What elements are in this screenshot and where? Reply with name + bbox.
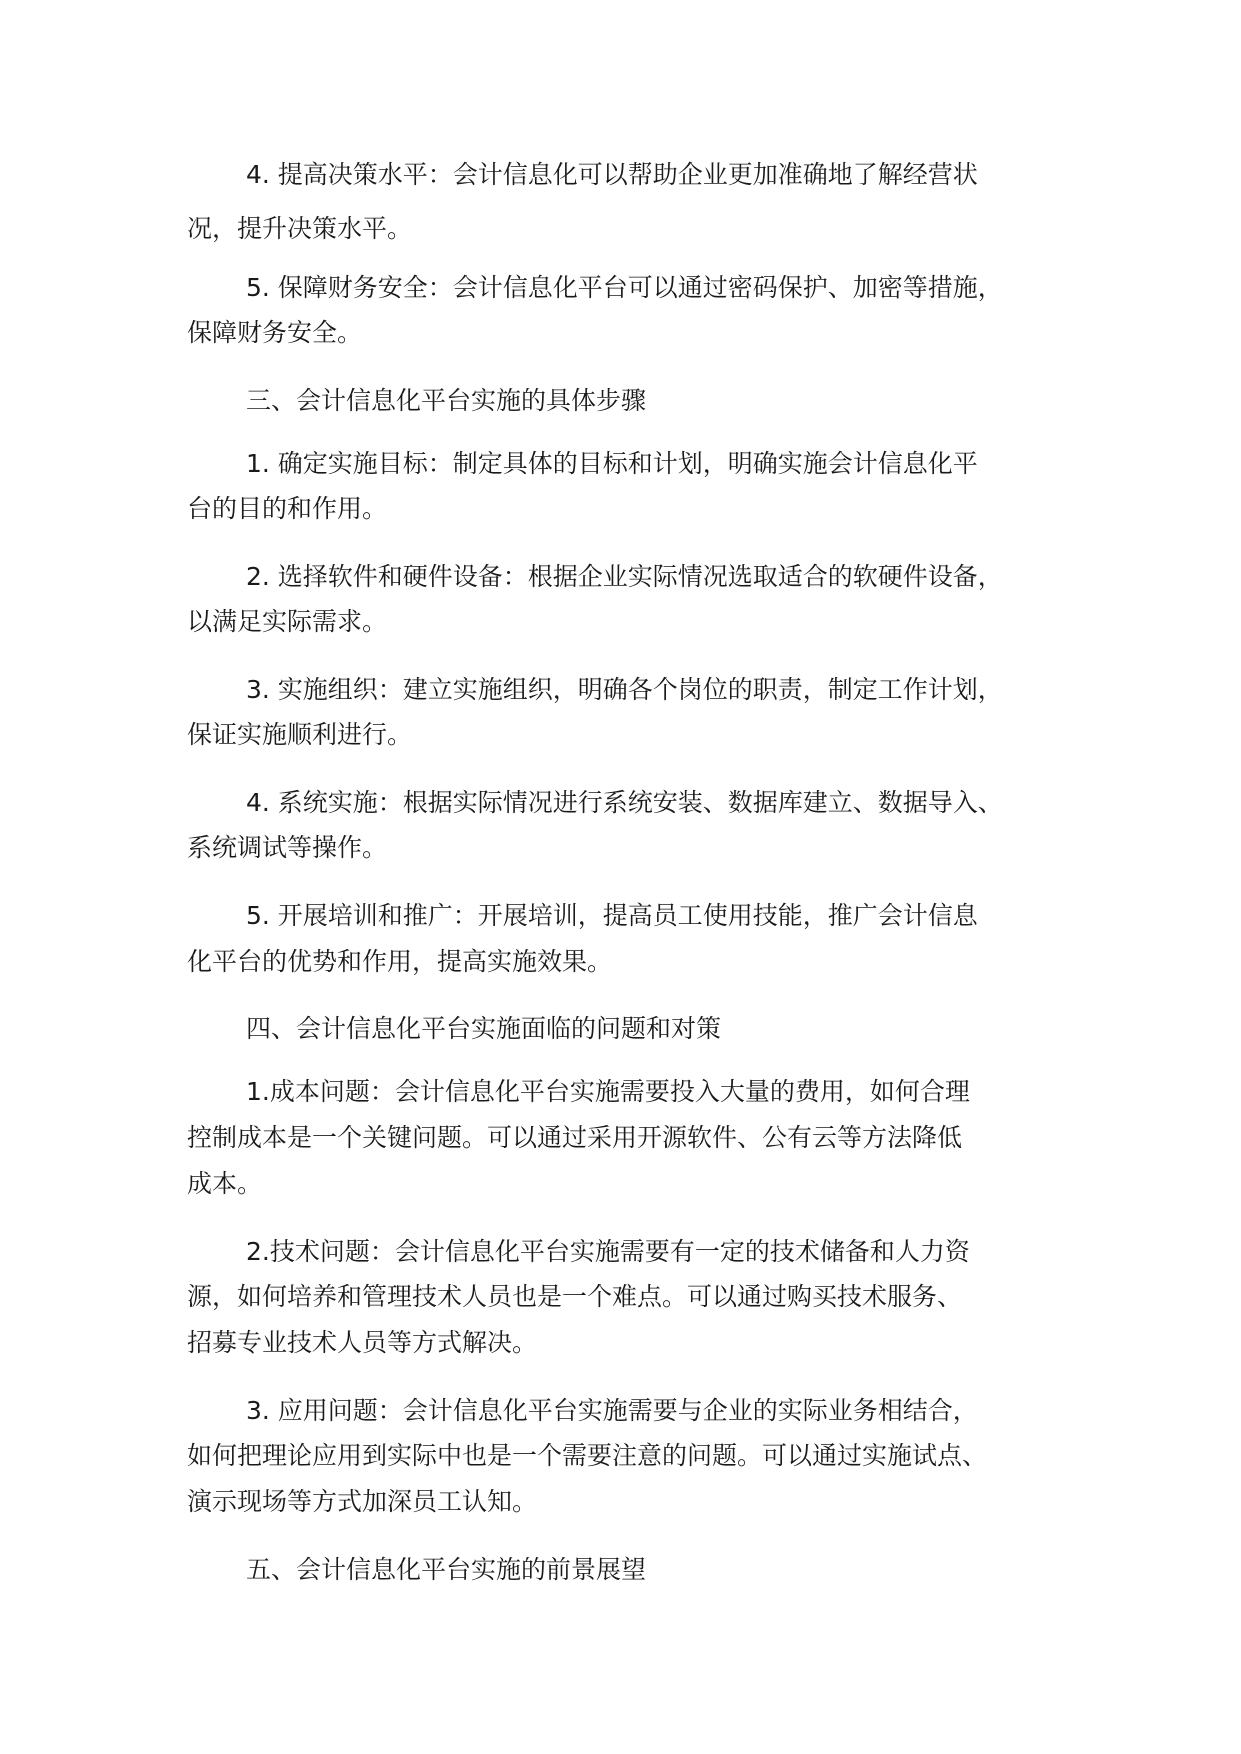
paragraph-line: 1. 确定实施目标：制定具体的目标和计划，明确实施会计信息化平	[246, 449, 978, 478]
paragraph-line: 5. 开展培训和推广：开展培训，提高员工使用技能，推广会计信息	[246, 901, 978, 930]
paragraph-line: 3. 应用问题：会计信息化平台实施需要与企业的实际业务相结合，	[246, 1396, 978, 1425]
paragraph-line: 系统调试等操作。	[187, 833, 388, 862]
paragraph-line: 况，提升决策水平。	[187, 214, 413, 243]
paragraph-line: 成本。	[187, 1169, 263, 1198]
section-heading: 五、会计信息化平台实施的前景展望	[246, 1555, 647, 1584]
paragraph-line: 3. 实施组织：建立实施组织，明确各个岗位的职责，制定工作计划，	[246, 675, 1003, 704]
section-heading: 四、会计信息化平台实施面临的问题和对策	[246, 1014, 722, 1043]
section-heading: 三、会计信息化平台实施的具体步骤	[246, 386, 647, 415]
paragraph-line: 化平台的优势和作用，提高实施效果。	[187, 947, 613, 976]
paragraph-line: 以满足实际需求。	[187, 607, 388, 636]
paragraph-line: 4. 提高决策水平：会计信息化可以帮助企业更加准确地了解经营状	[246, 160, 978, 189]
paragraph-line: 演示现场等方式加深员工认知。	[187, 1487, 538, 1516]
paragraph-line: 2. 选择软件和硬件设备：根据企业实际情况选取适合的软硬件设备，	[246, 562, 1003, 591]
paragraph-line: 4. 系统实施：根据实际情况进行系统安装、数据库建立、数据导入、	[246, 788, 1003, 817]
paragraph-line: 台的目的和作用。	[187, 494, 388, 523]
paragraph-line: 2.技术问题：会计信息化平台实施需要有一定的技术储备和人力资	[246, 1237, 970, 1266]
paragraph-line: 5. 保障财务安全：会计信息化平台可以通过密码保护、加密等措施，	[246, 273, 1003, 302]
paragraph-line: 控制成本是一个关键问题。可以通过采用开源软件、公有云等方法降低	[187, 1123, 963, 1152]
paragraph-line: 保证实施顺利进行。	[187, 720, 413, 749]
paragraph-line: 如何把理论应用到实际中也是一个需要注意的问题。可以通过实施试点、	[187, 1441, 988, 1470]
paragraph-line: 保障财务安全。	[187, 318, 363, 347]
paragraph-line: 1.成本问题：会计信息化平台实施需要投入大量的费用，如何合理	[246, 1077, 970, 1106]
paragraph-line: 招募专业技术人员等方式解决。	[187, 1328, 538, 1357]
paragraph-line: 源，如何培养和管理技术人员也是一个难点。可以通过购买技术服务、	[187, 1282, 963, 1311]
